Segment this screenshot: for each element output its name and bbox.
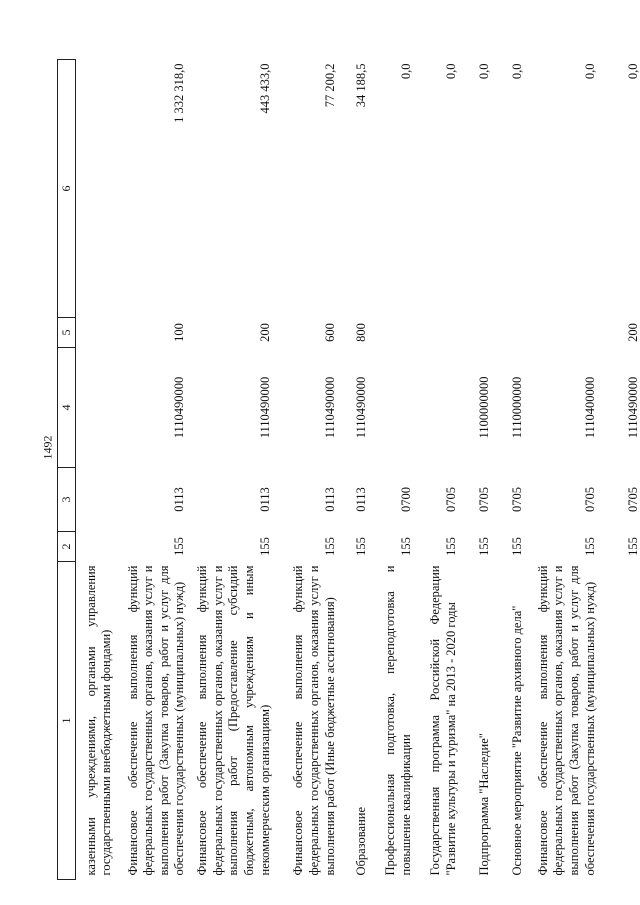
table-row [418, 60, 463, 880]
row-csr: 1110000000 [509, 376, 524, 439]
row-sum: 34 188,5 [353, 63, 368, 108]
row-grbs: 155 [172, 537, 187, 556]
row-name: Основное мероприятие "Развитие архивного дела" [509, 605, 524, 876]
row-csr: 1110490000 [322, 376, 337, 439]
table-row [373, 60, 418, 880]
row-vr [373, 318, 418, 348]
row-csr: 1110490000 [257, 376, 272, 439]
row-grbs [76, 532, 120, 562]
row-rzpr: 0705 [582, 487, 597, 512]
row-name: Образование [353, 806, 368, 876]
row-rzpr [76, 468, 120, 532]
column-header-1: 1 [58, 562, 76, 880]
table-row [76, 60, 120, 880]
row-name: Государственная программа Российской Федерации "Развитие культуры и туризма" на 2013 - 2020 годы [427, 565, 458, 876]
row-rzpr: 0705 [443, 487, 458, 512]
row-grbs: 155 [582, 537, 597, 556]
row-name: Финансовое обеспечение выполнения функций федеральных государственных органов, оказания услуг и выполнения работ (Закупка товаров, работ и услуг для обеспечения государственных (муниципальных) нужд) [125, 565, 187, 876]
row-name: казенными учреждениями, органами управления государственными внебюджетными фондами) [83, 565, 114, 876]
row-sum: 0,0 [443, 63, 458, 80]
row-vr: 800 [353, 323, 368, 342]
row-csr: 1110490000 [353, 376, 368, 439]
column-header-6: 6 [58, 60, 76, 318]
row-rzpr: 0113 [353, 487, 368, 512]
row-grbs: 155 [509, 537, 524, 556]
row-vr: 200 [625, 323, 640, 342]
table-row [529, 60, 602, 880]
row-sum: 443 433,0 [257, 63, 272, 114]
row-vr [529, 318, 602, 348]
column-header-2: 2 [58, 532, 76, 562]
row-grbs: 155 [476, 537, 491, 556]
row-sum: 0,0 [509, 63, 524, 80]
row-grbs: 155 [443, 537, 458, 556]
row-vr: 600 [322, 323, 337, 342]
table-row [192, 60, 277, 880]
row-sum: 1 332 318,0 [172, 63, 187, 123]
column-header-3: 3 [58, 468, 76, 532]
row-grbs: 155 [257, 537, 272, 556]
row-vr [418, 318, 463, 348]
row-rzpr: 0705 [625, 487, 640, 512]
row-csr [76, 348, 120, 468]
row-grbs: 155 [398, 537, 413, 556]
row-vr: 100 [172, 323, 187, 342]
row-name: Финансовое обеспечение выполнения функций федеральных государственных органов, оказания услуг и выполнения работ (Предоставление субсидий бюджетным, автономным учреждениям и иным некоммерческим организациям) [195, 565, 272, 876]
row-csr: 1100000000 [476, 376, 491, 439]
table-row [602, 60, 640, 880]
row-csr: 1110490000 [172, 376, 187, 439]
table-row [496, 60, 529, 880]
column-header-5: 5 [58, 318, 76, 348]
row-name: Финансовое обеспечение выполнения функций федеральных государственных органов, оказания услуг и выполнения работ (Закупка товаров, работ и услуг для обеспечения государственных (муниципальных) нужд) [535, 565, 597, 876]
row-csr [418, 348, 463, 468]
page-number: 1492 [40, 435, 55, 460]
row-sum: 77 200,2 [322, 63, 337, 108]
column-header-4: 4 [58, 348, 76, 468]
row-sum [76, 60, 120, 318]
row-vr [463, 318, 496, 348]
row-name: Профессиональная подготовка, переподготовка и повышение квалификации [382, 565, 413, 876]
row-rzpr: 0113 [322, 487, 337, 512]
row-vr [496, 318, 529, 348]
budget-table [57, 59, 640, 880]
row-sum: 0,0 [625, 63, 640, 80]
row-rzpr: 0705 [476, 487, 491, 512]
table-row [119, 60, 192, 880]
rotated-budget-table [57, 60, 640, 880]
row-grbs: 155 [322, 537, 337, 556]
row-csr: 1110490000 [625, 376, 640, 439]
row-rzpr: 0113 [172, 487, 187, 512]
row-vr: 200 [257, 323, 272, 342]
row-sum: 0,0 [582, 63, 597, 80]
row-name [602, 562, 640, 880]
row-sum: 0,0 [398, 63, 413, 80]
column-number-row [58, 60, 76, 880]
row-name: Подпрограмма "Наследие" [476, 733, 491, 876]
row-grbs: 155 [625, 537, 640, 556]
row-csr: 1110400000 [582, 376, 597, 439]
table-row [463, 60, 496, 880]
row-name: Финансовое обеспечение выполнения функций федеральных государственных органов, оказания услуг и выполнения работ (Иные бюджетные ассигнования) [291, 565, 337, 876]
row-rzpr: 0705 [509, 487, 524, 512]
row-rzpr: 0113 [257, 487, 272, 512]
row-vr [76, 318, 120, 348]
row-rzpr: 0700 [398, 487, 413, 512]
row-csr [373, 348, 418, 468]
row-grbs: 155 [353, 537, 368, 556]
table-row [277, 60, 342, 880]
table-row [342, 60, 373, 880]
row-sum: 0,0 [476, 63, 491, 80]
